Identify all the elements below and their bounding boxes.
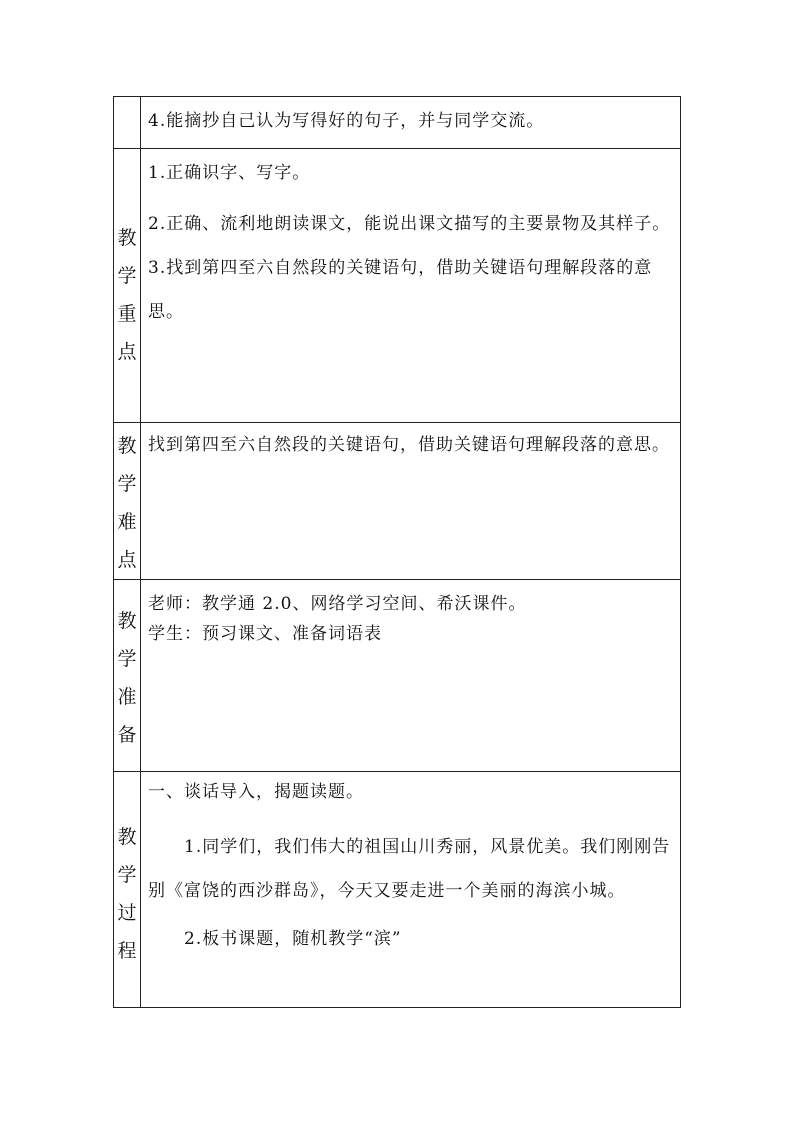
label-char: 教 [117, 227, 137, 249]
label-char: 教 [117, 435, 137, 457]
label-char: 点 [117, 341, 137, 363]
label-char: 学 [117, 648, 137, 670]
label-char: 重 [117, 303, 137, 325]
preparation-cell [141, 580, 681, 772]
difficulty-text: 找到第四至六自然段的关键语句，借助关键语句理解段落的意思。 [148, 435, 670, 455]
process-heading: 一、谈话导入，揭题读题。 [148, 782, 364, 802]
table-row [114, 772, 681, 1008]
teacher-preparation: 老师：教学通 2.0、网络学习空间、希沃课件。 [148, 594, 527, 614]
label-char: 教 [117, 610, 137, 632]
objective-item-4: 4.能摘抄自己认为写得好的句子，并与同学交流。 [148, 111, 545, 131]
label-char: 难 [117, 511, 137, 533]
process-step-2: 2.板书课题，随机教学“滨” [184, 929, 402, 949]
label-char: 教 [117, 826, 137, 848]
label-char: 学 [117, 265, 137, 287]
key-point-3: 3.找到第四至六自然段的关键语句，借助关键语句理解段落的意思。 [148, 258, 653, 322]
label-char: 程 [117, 940, 137, 962]
label-char: 点 [117, 549, 137, 571]
student-preparation: 学生：预习课文、准备词语表 [148, 624, 382, 644]
difficulties-cell [141, 423, 681, 580]
objectives-continued-cell [141, 97, 681, 149]
process-step-1: 1.同学们，我们伟大的祖国山川秀丽，风景优美。我们刚刚告别《富饶的西沙群岛》，今天又要走进一个美丽的海滨小城。 [148, 837, 671, 901]
table-row [114, 149, 681, 423]
row-label-empty [114, 97, 141, 149]
row-label-key-points [114, 149, 141, 423]
lesson-plan-table [113, 96, 681, 1008]
row-label-difficulties [114, 423, 141, 580]
key-point-1: 1.正确识字、写字。 [148, 163, 311, 183]
label-char: 过 [117, 902, 137, 924]
label-char: 准 [117, 686, 137, 708]
label-char: 学 [117, 473, 137, 495]
label-char: 备 [117, 724, 137, 746]
row-label-process [114, 772, 141, 1008]
process-cell [141, 772, 681, 1008]
key-points-cell [141, 149, 681, 423]
key-point-2: 2.正确、流利地朗读课文，能说出课文描写的主要景物及其样子。 [148, 214, 671, 234]
table-row [114, 580, 681, 772]
row-label-preparation [114, 580, 141, 772]
label-char: 学 [117, 864, 137, 886]
table-row [114, 97, 681, 149]
table-row [114, 423, 681, 580]
